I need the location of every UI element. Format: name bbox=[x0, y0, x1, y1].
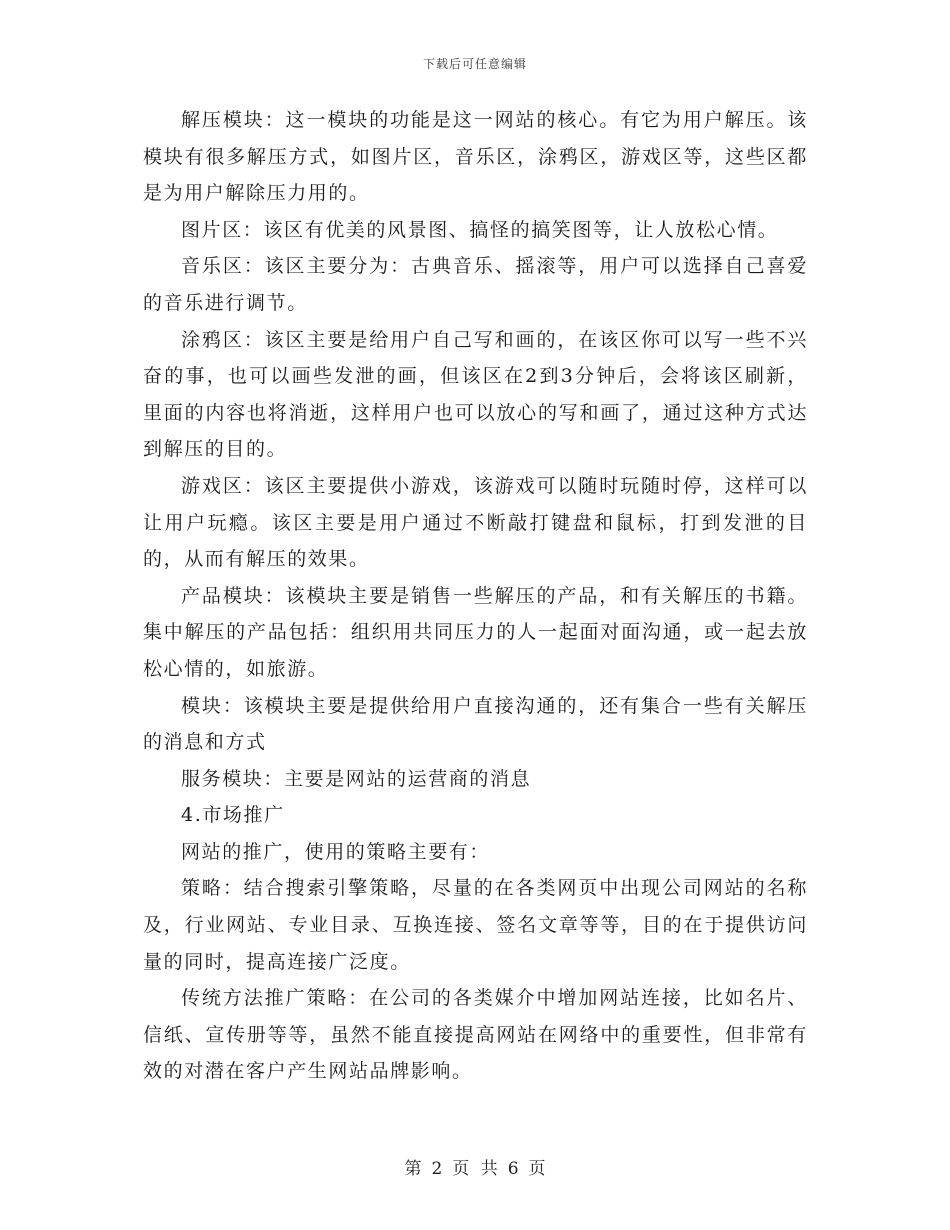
paragraph-promotion-intro: 网站的推广，使用的策略主要有： bbox=[181, 840, 491, 863]
paragraph-graffiti-zone: 涂鸦区：该区主要是给用户自己写和画的，在该区你可以写一些不兴奋的事，也可以画些发泄的画，但该区在2到3分钟后，会将该区刷新，里面的内容也将消逝，这样用户也可以放心的写和画了，通过这种方式达到解压的目的。 bbox=[143, 328, 808, 461]
footer-suffix: 页 bbox=[528, 1159, 546, 1179]
document-body bbox=[143, 102, 808, 1090]
paragraph-music-zone: 音乐区：该区主要分为：古典音乐、摇滚等，用户可以选择自己喜爱的音乐进行调节。 bbox=[143, 255, 808, 314]
footer-current-page: 2 bbox=[431, 1159, 443, 1179]
paragraph-service-module: 服务模块：主要是网站的运营商的消息 bbox=[181, 767, 532, 790]
paragraph-game-zone: 游戏区：该区主要提供小游戏，该游戏可以随时玩随时停，这样可以让用户玩瘾。该区主要是用户通过不断敲打键盘和鼠标，打到发泄的目的，从而有解压的效果。 bbox=[143, 474, 808, 571]
paragraph-traditional-strategy: 传统方法推广策略：在公司的各类媒介中增加网站连接，比如名片、信纸、宣传册等等，虽然不能直接提高网站在网络中的重要性，但非常有效的对潜在客户产生网站品牌影响。 bbox=[143, 987, 808, 1083]
paragraph-product-module: 产品模块：该模块主要是销售一些解压的产品，和有关解压的书籍。集中解压的产品包括：组织用共同压力的人一起面对面沟通，或一起去放松心情的，如旅游。 bbox=[143, 584, 808, 680]
paragraph-picture-zone: 图片区：该区有优美的风景图、搞怪的搞笑图等，让人放松心情。 bbox=[181, 218, 779, 241]
page-header: 下载后可任意编辑 bbox=[422, 57, 527, 71]
paragraph-relief-module: 解压模块：这一模块的功能是这一网站的核心。有它为用户解压。该模块有很多解压方式，如图片区，音乐区，涂鸦区，游戏区等，这些区都是为用户解除压力用的。 bbox=[143, 109, 808, 205]
footer-middle: 页 共 bbox=[452, 1159, 498, 1179]
page-footer bbox=[0, 1154, 950, 1179]
section-heading-marketing: 4.市场推广 bbox=[181, 804, 285, 827]
paragraph-search-strategy: 策略：结合搜索引擎策略，尽量的在各类网页中出现公司网站的名称及，行业网站、专业目录、互换连接、签名文章等等，目的在于提供访问量的同时，提高连接广泛度。 bbox=[143, 877, 808, 973]
paragraph-communication-module: 模块：该模块主要是提供给用户直接沟通的，还有集合一些有关解压的消息和方式 bbox=[143, 694, 808, 754]
footer-prefix: 第 bbox=[404, 1159, 422, 1179]
footer-total-pages: 6 bbox=[507, 1159, 519, 1179]
